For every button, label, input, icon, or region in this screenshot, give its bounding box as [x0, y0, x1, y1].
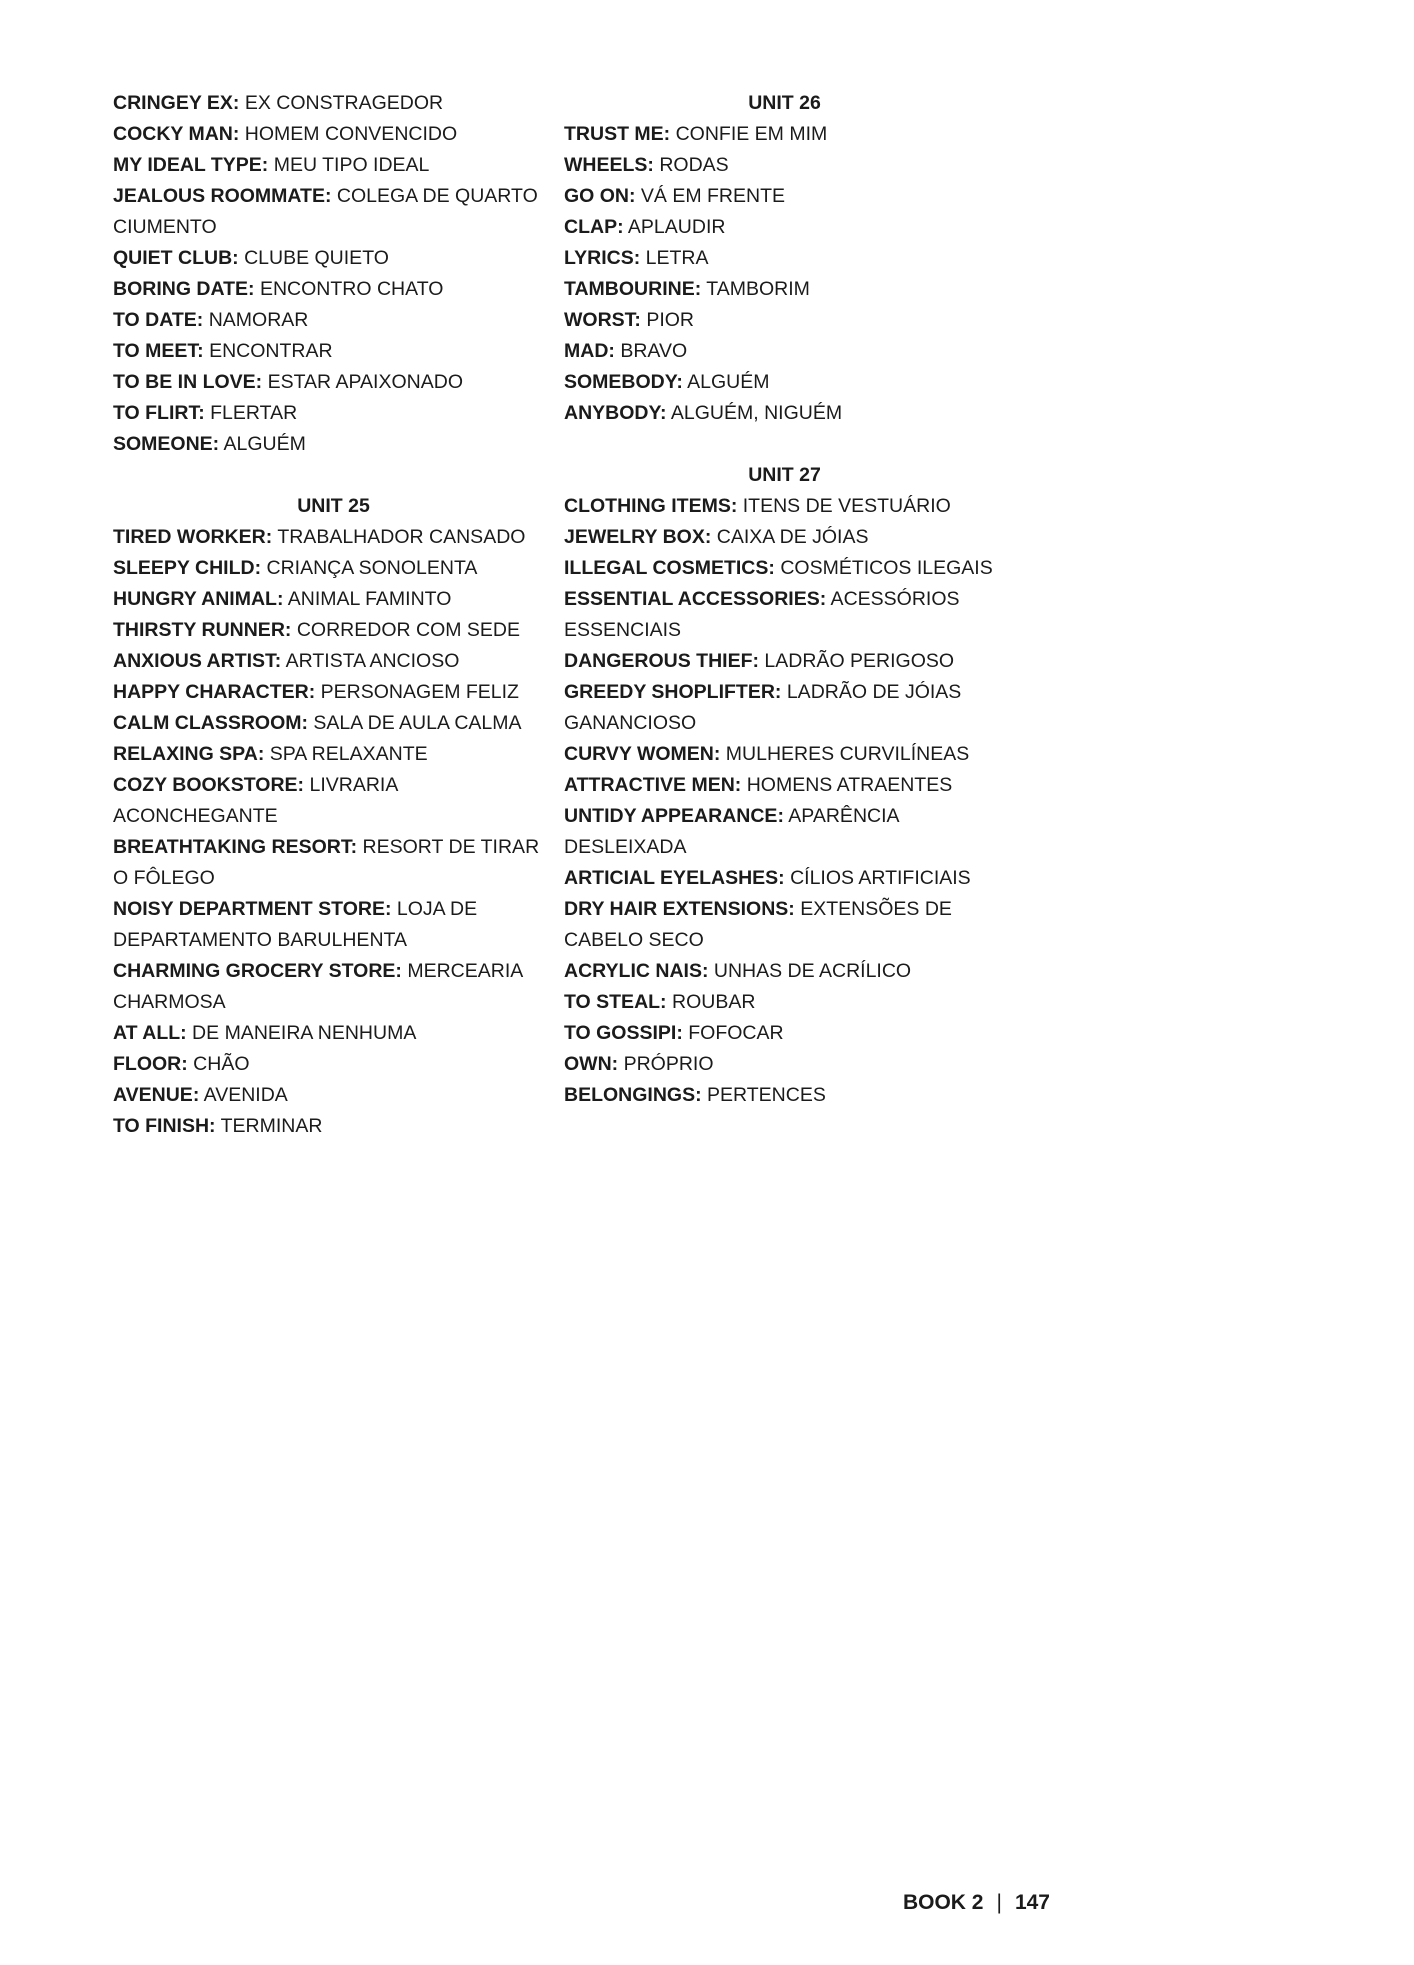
vocab-entry [113, 305, 554, 336]
vocab-entry [113, 553, 554, 584]
vocab-term: TO MEET: [113, 340, 204, 362]
vocab-translation: MERCEARIA CHARMOSA [113, 960, 523, 1013]
vocab-translation: HOMEM CONVENCIDO [239, 123, 458, 145]
vocab-entry [113, 88, 554, 119]
vocab-translation: COSMÉTICOS ILEGAIS [774, 557, 993, 579]
vocab-term: TO FINISH: [113, 1115, 216, 1137]
vocab-translation: CONFIE EM MIM [670, 123, 828, 145]
vocab-translation: ALGUÉM [219, 433, 306, 455]
vocab-entry [113, 739, 554, 770]
vocab-translation: PERTENCES [701, 1084, 826, 1106]
vocab-entry [564, 491, 1005, 522]
vocab-translation: ALGUÉM, NIGUÉM [666, 402, 843, 424]
vocab-entry [564, 181, 1005, 212]
vocab-translation: FOFOCAR [682, 1022, 784, 1044]
vocab-translation: PRÓPRIO [618, 1053, 714, 1075]
vocab-term: HUNGRY ANIMAL: [113, 588, 284, 610]
vocab-term: DRY HAIR EXTENSIONS: [564, 898, 795, 920]
vocab-translation: BRAVO [614, 340, 688, 362]
vocab-translation: SALA DE AULA CALMA [307, 712, 522, 734]
vocab-term: COZY BOOKSTORE: [113, 774, 305, 796]
vocab-term: SLEEPY CHILD: [113, 557, 262, 579]
vocab-entry [564, 274, 1005, 305]
vocab-entry [113, 398, 554, 429]
vocab-entry [564, 1080, 1005, 1111]
vocab-entry [113, 1049, 554, 1080]
vocab-entry [564, 987, 1005, 1018]
column-left [113, 88, 564, 1142]
page-footer [903, 1891, 1050, 1915]
vocab-term: HAPPY CHARACTER: [113, 681, 316, 703]
vocab-translation: VÁ EM FRENTE [635, 185, 786, 207]
vocab-term: WORST: [564, 309, 641, 331]
vocab-entry [564, 956, 1005, 987]
vocab-translation: MULHERES CURVILÍNEAS [720, 743, 970, 765]
vocab-translation: FLERTAR [204, 402, 298, 424]
vocab-translation: ANIMAL FAMINTO [283, 588, 452, 610]
vocab-term: FLOOR: [113, 1053, 188, 1075]
vocab-translation: CÍLIOS ARTIFICIAIS [784, 867, 971, 889]
vocab-entry [113, 181, 554, 243]
vocab-translation: ENCONTRO CHATO [254, 278, 444, 300]
vocab-translation: CRIANÇA SONOLENTA [261, 557, 478, 579]
vocab-translation: COLEGA DE QUARTO CIUMENTO [113, 185, 538, 238]
book-label: BOOK 2 [902, 1891, 984, 1914]
vocab-term: ANXIOUS ARTIST: [113, 650, 282, 672]
vocab-term: SOMEBODY: [564, 371, 683, 393]
vocab-entry [564, 801, 1005, 863]
vocab-translation: LADRÃO PERIGOSO [759, 650, 955, 672]
vocab-term: BELONGINGS: [564, 1084, 702, 1106]
vocab-translation: SPA RELAXANTE [264, 743, 428, 765]
vocab-term: TAMBOURINE: [564, 278, 702, 300]
vocab-translation: TAMBORIM [701, 278, 810, 300]
vocab-term: ESSENTIAL ACCESSORIES: [564, 588, 827, 610]
vocab-entry [564, 646, 1005, 677]
vocab-translation: NAMORAR [203, 309, 309, 331]
vocab-translation: MEU TIPO IDEAL [268, 154, 430, 176]
vocab-term: MAD: [564, 340, 615, 362]
vocab-translation: TERMINAR [215, 1115, 323, 1137]
footer-separator: | [996, 1891, 1002, 1914]
vocab-entry [564, 212, 1005, 243]
vocab-translation: CAIXA DE JÓIAS [711, 526, 869, 548]
vocab-term: NOISY DEPARTMENT STORE: [113, 898, 392, 920]
vocab-translation: ROUBAR [666, 991, 756, 1013]
unit-heading: UNIT 25 [297, 495, 370, 517]
vocab-term: BREATHTAKING RESORT: [113, 836, 358, 858]
vocab-entry [113, 770, 554, 832]
vocab-entry [113, 336, 554, 367]
vocab-term: BORING DATE: [113, 278, 255, 300]
vocab-translation: ALGUÉM [682, 371, 770, 393]
vocab-entry [564, 584, 1005, 646]
vocab-term: CLOTHING ITEMS: [564, 495, 738, 517]
vocab-term: TO STEAL: [564, 991, 667, 1013]
vocab-entry [564, 336, 1005, 367]
vocab-entry [564, 677, 1005, 739]
columns-container [113, 88, 1015, 1142]
vocab-term: AVENUE: [113, 1084, 200, 1106]
vocab-term: DANGEROUS THIEF: [564, 650, 759, 672]
vocab-translation: PIOR [640, 309, 694, 331]
vocab-entry [113, 1080, 554, 1111]
vocab-term: UNTIDY APPEARANCE: [564, 805, 784, 827]
vocab-entry [564, 119, 1005, 150]
vocab-term: TIRED WORKER: [113, 526, 273, 548]
vocab-translation: LADRÃO DE JÓIAS GANANCIOSO [564, 681, 962, 734]
vocab-term: CHARMING GROCERY STORE: [113, 960, 402, 982]
vocab-entry [564, 553, 1005, 584]
vocab-entry [564, 522, 1005, 553]
vocab-term: TO BE IN LOVE: [113, 371, 263, 393]
vocab-term: MY IDEAL TYPE: [113, 154, 269, 176]
vocab-term: GREEDY SHOPLIFTER: [564, 681, 782, 703]
vocab-entry [113, 522, 554, 553]
vocab-term: SOMEONE: [113, 433, 220, 455]
vocab-entry [113, 584, 554, 615]
vocab-term: CRINGEY EX: [113, 92, 240, 114]
vocab-term: ARTICIAL EYELASHES: [564, 867, 785, 889]
vocab-translation: CHÃO [187, 1053, 250, 1075]
vocab-entry [564, 1018, 1005, 1049]
vocab-translation: ARTISTA ANCIOSO [281, 650, 460, 672]
vocab-term: COCKY MAN: [113, 123, 240, 145]
vocab-translation: UNHAS DE ACRÍLICO [708, 960, 912, 982]
vocab-term: ATTRACTIVE MEN: [564, 774, 742, 796]
vocab-entry [564, 150, 1005, 181]
column-right [564, 88, 1015, 1111]
vocab-translation: EXTENSÕES DE CABELO SECO [564, 898, 952, 951]
vocab-translation: RODAS [653, 154, 729, 176]
vocab-term: GO ON: [564, 185, 636, 207]
vocab-entry [113, 429, 554, 460]
vocab-entry [564, 305, 1005, 336]
vocab-term: CURVY WOMEN: [564, 743, 721, 765]
vocab-entry [564, 243, 1005, 274]
vocab-translation: LETRA [640, 247, 709, 269]
vocab-translation: ENCONTRAR [203, 340, 333, 362]
vocab-entry [564, 367, 1005, 398]
vocab-term: QUIET CLUB: [113, 247, 239, 269]
vocab-entry [113, 708, 554, 739]
vocab-entry [113, 646, 554, 677]
vocab-entry [113, 367, 554, 398]
vocab-term: JEWELRY BOX: [564, 526, 712, 548]
vocab-term: TO DATE: [113, 309, 204, 331]
vocab-translation: APLAUDIR [623, 216, 726, 238]
vocab-term: LYRICS: [564, 247, 641, 269]
vocab-term: ACRYLIC NAIS: [564, 960, 709, 982]
vocab-translation: RESORT DE TIRAR O FÔLEGO [113, 836, 540, 889]
vocab-translation: PERSONAGEM FELIZ [315, 681, 519, 703]
vocab-term: THIRSTY RUNNER: [113, 619, 292, 641]
vocab-entry [564, 1049, 1005, 1080]
vocab-translation: LOJA DE DEPARTAMENTO BARULHENTA [113, 898, 478, 951]
vocab-term: AT ALL: [113, 1022, 187, 1044]
vocab-translation: TRABALHADOR CANSADO [272, 526, 526, 548]
vocab-translation: LIVRARIA ACONCHEGANTE [113, 774, 398, 827]
vocab-term: CALM CLASSROOM: [113, 712, 308, 734]
vocab-term: ANYBODY: [564, 402, 667, 424]
vocab-translation: CLUBE QUIETO [238, 247, 389, 269]
vocab-entry [113, 274, 554, 305]
vocab-entry [564, 398, 1005, 429]
vocab-translation: ITENS DE VESTUÁRIO [737, 495, 951, 517]
vocab-term: RELAXING SPA: [113, 743, 265, 765]
vocab-term: OWN: [564, 1053, 619, 1075]
vocab-entry [113, 894, 554, 956]
vocab-entry [113, 243, 554, 274]
vocab-translation: AVENIDA [199, 1084, 288, 1106]
vocab-term: WHEELS: [564, 154, 654, 176]
vocab-entry [113, 956, 554, 1018]
vocab-entry [113, 1111, 554, 1142]
vocab-term: TRUST ME: [564, 123, 671, 145]
vocab-translation: CORREDOR COM SEDE [291, 619, 521, 641]
vocab-entry [113, 615, 554, 646]
vocab-entry [564, 770, 1005, 801]
vocab-term: JEALOUS ROOMMATE: [113, 185, 332, 207]
vocab-translation: ACESSÓRIOS ESSENCIAIS [564, 588, 960, 641]
vocab-entry [113, 150, 554, 181]
vocab-term: ILLEGAL COSMETICS: [564, 557, 775, 579]
vocab-entry [564, 739, 1005, 770]
vocab-term: TO GOSSIPI: [564, 1022, 683, 1044]
vocab-entry [564, 863, 1005, 894]
vocab-entry [113, 119, 554, 150]
vocab-term: CLAP: [564, 216, 624, 238]
unit-heading: UNIT 27 [748, 464, 821, 486]
vocab-entry [564, 894, 1005, 956]
vocab-entry [113, 1018, 554, 1049]
page-number: 147 [1014, 1891, 1050, 1914]
vocab-translation: EX CONSTRAGEDOR [239, 92, 444, 114]
vocab-term: TO FLIRT: [113, 402, 205, 424]
vocab-translation: APARÊNCIA DESLEIXADA [564, 805, 899, 858]
vocab-translation: ESTAR APAIXONADO [262, 371, 463, 393]
vocab-translation: HOMENS ATRAENTES [741, 774, 953, 796]
unit-heading: UNIT 26 [748, 92, 821, 114]
vocab-translation: DE MANEIRA NENHUMA [186, 1022, 417, 1044]
vocab-entry [113, 677, 554, 708]
vocab-entry [113, 832, 554, 894]
